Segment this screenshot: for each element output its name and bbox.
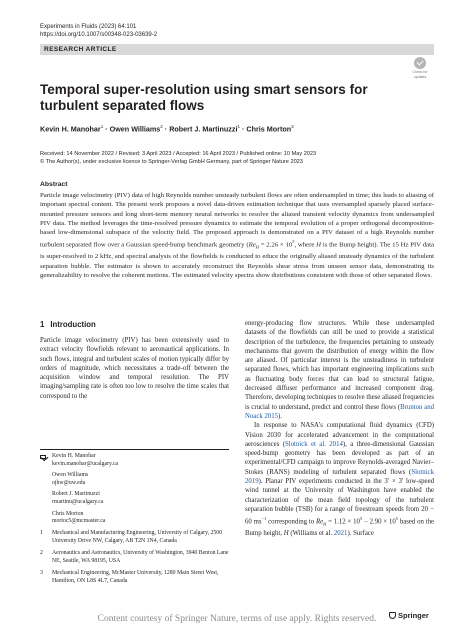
contact-name: Owen Williams: [52, 472, 89, 479]
citation-link[interactable]: Brunton and Noack 2015: [245, 403, 434, 420]
paragraph-text: ). Surface: [347, 530, 374, 538]
badge-line1: Check for: [412, 70, 428, 74]
affiliation-number: 1: [40, 530, 43, 536]
contact-name: Chris Morton: [52, 510, 84, 517]
abstract-part: = 2.26 × 10: [258, 241, 293, 249]
abstract-text: [40, 191, 434, 280]
affiliation-text: Mechanical Engineering, McMaster University, 1280 Main Street West, Hamilton, ON L8S 4L7, Canada: [52, 570, 219, 584]
contact-email[interactable]: mortoc5@mcmaster.ca: [52, 518, 106, 525]
contact-entry: [40, 511, 229, 526]
section-heading: [40, 320, 102, 329]
abstract-part: is the Bump height). The 15 Hz PIV data is super-resolved to 2 kHz, and spectral analysis of the flowfields is conducted to educe the originally aliased unsteady dynamics of the turbulent separation bubble. The estimator is shown to accurately reconstruct the Reynolds shear stress from unseen sensor data, demonstrating its generalizability to resolve the coherent motions. The estimated velocity spectra show distributions consistent with those of other separated flows.: [40, 241, 434, 279]
math-exponent: 5: [359, 516, 363, 522]
contact-email[interactable]: kevin.manohar@ucalgary.ca: [52, 460, 119, 467]
article-type: RESEARCH ARTICLE: [44, 45, 117, 53]
mail-icon: [40, 455, 46, 459]
citation-link[interactable]: Slotnick 2019: [245, 468, 434, 486]
body-paragraph: Particle image velocimetry (PIV) has been extensively used to extract velocity flowfields relevant to aeronautical applications. In such flows, integral and turbulent scales of motion typically differ by orders of magnitude, which necessitates a trade-off between the acquisition window and temporal resolution. The PIV imaging/sampling rate is often too low to resolve the time scales that correspond to the: [40, 337, 229, 400]
math-exponent: 5: [395, 516, 399, 522]
paragraph-text: = 1.12 × 10: [326, 518, 360, 526]
citation-link[interactable]: Slotnick et al. 2014: [284, 440, 343, 448]
paragraph-text: ), a three-dimensional Gaussian speed-bump geometry has been developed as part of an experimental/CFD campaign to improve Reynolds-averaged Navier–Stokes (RANS) modeling of turbulent separated flows (: [245, 440, 434, 476]
affiliation-text: Aeronautics and Astronautics, University of Washington, 3940 Benton Lane NE, Seattle, WA 98195, USA: [52, 550, 229, 564]
citation-link[interactable]: 2021: [333, 530, 348, 538]
math-symbol: H: [316, 241, 322, 249]
section-title: Introduction: [50, 320, 96, 329]
affiliation-entry: [40, 530, 229, 545]
contact-entry: [40, 491, 229, 506]
contact-name: Kevin H. Manohar: [52, 453, 96, 459]
check-for-updates-badge[interactable]: [406, 57, 434, 79]
abstract-heading: Abstract: [40, 181, 68, 188]
journal-header: [40, 23, 157, 39]
author-affiliation-mark: 3: [291, 124, 294, 129]
contact-email[interactable]: rmartinu@ucalgary.ca: [52, 498, 104, 505]
article-title: Temporal super-resolution using smart sensors for turbulent separated flows: [40, 82, 368, 113]
author-name[interactable]: Owen Williams: [109, 124, 161, 134]
affiliation-text: Mechanical and Manufacturing Engineering, University of Calgary, 2500 University Drive NW, Calgary, AB T2N 1N4, Canada: [52, 530, 223, 544]
contact-list: [40, 453, 229, 530]
paragraph-text: based on the Bump height,: [245, 518, 435, 538]
affiliation-number: 2: [40, 550, 43, 557]
contact-name: Robert J. Martinuzzi: [52, 491, 100, 498]
math-symbol: H: [283, 530, 289, 538]
paragraph-text: ). Planar PIV experiments conducted in the 3′ × 3′ low-speed wind tunnel at the University of Washington have enabled the characterization of the mean field topology of the turbulent separation bubble (TSB) for a range of freestream speeds from 20 − 60 ms: [245, 478, 434, 526]
abstract-part: Particle image velocimetry (PIV) data of high Reynolds number unsteady turbulent flows are often undersampled in time; this leads to aliasing of important spectral content. The present work proposes a novel data-driven estimation technique that uses oversampled sparsely placed surface-mounted pressure sensors and long short-term memory neural networks to resolve the aliased transient velocity dynamics from undersampled PIV data. The method leverages the time-resolved pressure dynamics to estimate the temporal evolution of a proper orthogonal decomposition-based low-dimensional subspace of the velocity field. The proposed approach is demonstrated on a PIV dataset of a high Reynolds number turbulent separated flow over a Gaussian speed-bump benchmark geometry (: [40, 192, 434, 249]
author-affiliation-mark: 1: [100, 124, 104, 129]
badge-line2: updates: [413, 75, 427, 79]
author-list: Kevin H. Manohar$^1$ · Owen Williams$^2$ · Robert J. Martinuzzi$^1$ · Chris Morton$^3$: [40, 124, 294, 134]
affiliation-entry: [40, 550, 229, 565]
math-symbol: Re: [315, 518, 324, 526]
affiliation-list: [40, 530, 229, 591]
journal-name: Experiments in Fluids (2023) 64:101: [40, 24, 137, 30]
author-name[interactable]: Kevin H. Manohar: [40, 124, 101, 134]
affiliation-entry: [40, 570, 229, 585]
math-exponent: −1: [261, 516, 267, 522]
affiliation-number: 3: [40, 570, 43, 577]
paragraph-text: (Williams et al.: [288, 530, 334, 538]
right-column: [245, 319, 434, 538]
publication-dates: [40, 150, 316, 166]
left-column: [40, 336, 229, 401]
math-exponent: 5: [292, 239, 295, 245]
author-affiliation-mark: 2: [160, 124, 163, 129]
doi-link[interactable]: https://doi.org/10.1007/s00348-023-03639-2: [40, 32, 158, 38]
contact-entry: [40, 453, 229, 468]
paragraph-text: In response to NASA's computational fluid dynamics (CFD) Vision 2030 for accelerated advancement in the computational aerosciences (: [245, 422, 434, 448]
paragraph-text: ).: [278, 412, 283, 420]
publisher-name: Springer: [398, 611, 429, 620]
body-paragraph: [245, 319, 434, 421]
paragraph-text: energy-producing flow structures. While these undersampled datasets of the flowfields can still be used to provide a statistical description of the turbulence, the frequencies pertaining to unsteady mechanisms that govern the distribution of energy within the flow are aliased. Of particular interest is the unsteadiness in turbulent separated flows, which has important engineering implications such as fluctuating body forces that can lead to structural fatigue, decreased diffuser performance and increased component drag. Therefore, developing techniques to resolve these aliased frequencies is crucial to understand, predict and control these flows (: [245, 320, 434, 411]
courtesy-footer: Content courtesy of Springer Nature, terms of use apply. Rights reserved.: [97, 614, 377, 624]
abstract-part: , where: [294, 241, 317, 249]
math-subscript: H: [255, 245, 259, 251]
footnote-divider: [40, 449, 229, 450]
contact-entry: [40, 472, 229, 487]
author-name[interactable]: Chris Morton: [246, 124, 292, 134]
contact-email[interactable]: ojhw@uw.edu: [52, 479, 86, 486]
copyright-line: © The Author(s), under exclusive licence to Springer-Verlag GmbH Germany, part of Springer Nature 2023: [40, 159, 303, 165]
paragraph-text: − 2.90 × 10: [362, 518, 396, 526]
body-paragraph: [245, 421, 434, 538]
paragraph-text: corresponding to: [266, 518, 316, 526]
math-symbol: Re: [248, 241, 256, 249]
check-icon: [414, 57, 426, 69]
history-dates: Received: 14 November 2022 / Revised: 3 April 2023 / Accepted: 16 April 2023 / Published online: 10 May 2023: [40, 151, 317, 157]
author-affiliation-mark: 1: [237, 124, 241, 129]
section-number: 1: [40, 320, 45, 329]
math-subscript: H: [323, 521, 327, 527]
author-name[interactable]: Robert J. Martinuzzi: [169, 124, 238, 134]
